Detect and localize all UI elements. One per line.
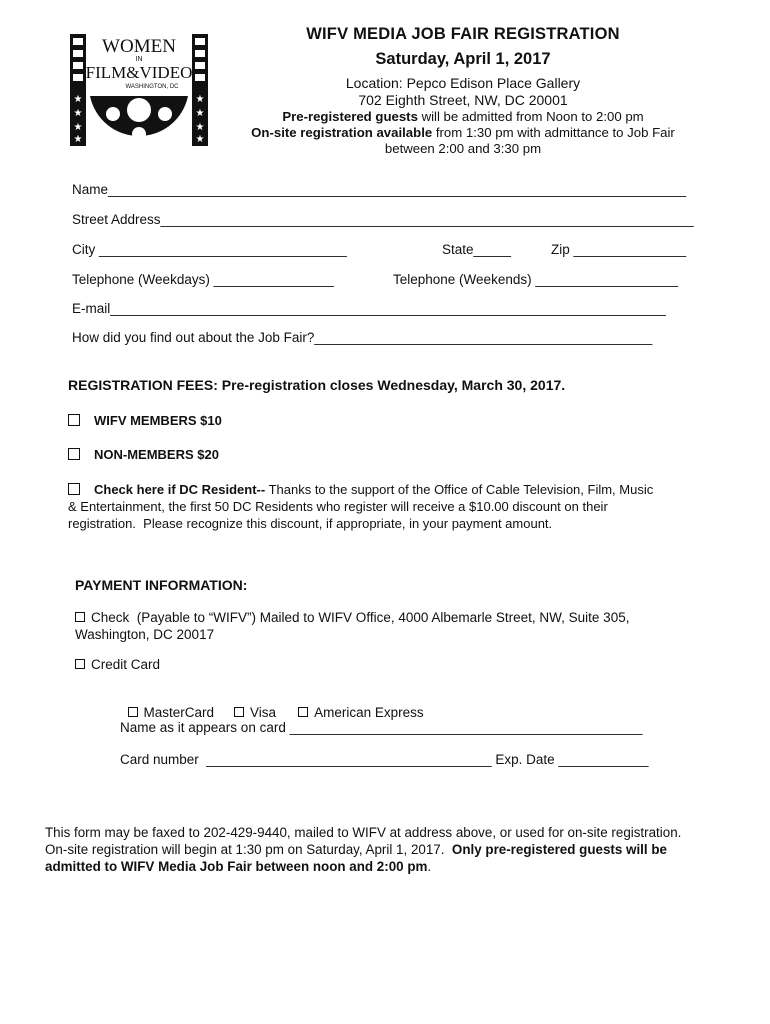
registration-fees-heading: REGISTRATION FEES: Pre-registration closes Wednesday, March 30, 2017. [68, 377, 566, 393]
form-header [228, 25, 698, 156]
email-field[interactable]: E-mail__________________________________________________________________________ [72, 301, 666, 316]
city-field[interactable]: City _________________________________ [72, 242, 347, 257]
telephone-weekdays-field[interactable]: Telephone (Weekdays) ________________ [72, 272, 334, 287]
payment-heading: PAYMENT INFORMATION: [75, 577, 248, 593]
checkbox-icon[interactable] [68, 448, 80, 460]
film-reel-logo-graphic [68, 30, 218, 158]
dc-resident-option[interactable]: Check here if DC Resident-- Thanks to the support of the Office of Cable Television, Film, Music & Entertainment, the first 50 DC Residents who register will receive a $10.00 discount on their registration. Please recognize this discount, if appropriate, in your payment amount. [68, 481, 728, 532]
svg-text:★: ★ [73, 94, 83, 105]
checkbox-icon[interactable] [75, 612, 85, 622]
state-field[interactable]: State_____ [442, 242, 512, 257]
non-members-option[interactable]: NON-MEMBERS $20 [68, 447, 219, 462]
how-found-field[interactable]: How did you find out about the Job Fair?_____________________________________________ [72, 330, 653, 345]
wifv-logo [68, 30, 218, 158]
checkbox-icon[interactable] [234, 707, 244, 717]
street-address-field[interactable]: Street Address_______________________________________________________________________ [72, 212, 694, 227]
zip-field[interactable]: Zip _______________ [551, 242, 687, 257]
name-on-card-field[interactable]: Name as it appears on card _______________________________________________ [120, 720, 643, 735]
logo-film-video: FILM&VIDEO [85, 63, 193, 82]
event-date: Saturday, April 1, 2017 [375, 50, 551, 68]
members-option[interactable]: WIFV MEMBERS $10 [68, 413, 222, 428]
onsite-note-line2: between 2:00 and 3:30 pm [384, 141, 542, 156]
svg-text:★: ★ [73, 134, 83, 145]
amex-option[interactable]: American Express [298, 705, 424, 720]
onsite-note: On-site registration available from 1:30 pm with admittance to Job Fair [251, 125, 675, 140]
credit-card-option[interactable]: Credit Card [75, 657, 160, 672]
dc-resident-text-2: & Entertainment, the first 50 DC Residents who register will receive a $10.00 discount on their [68, 499, 608, 514]
svg-text:★: ★ [73, 108, 83, 119]
svg-text:★: ★ [73, 122, 83, 133]
footer-note: This form may be faxed to 202-429-9440, mailed to WIFV at address above, or used for on-site registration. On-site registration will begin at 1:30 pm on Saturday, April 1, 2017. Only pre-registered guests will be admitted to WIFV Media Job Fair between noon and 2:00 pm. [45, 825, 682, 874]
event-address: 702 Eighth Street, NW, DC 20001 [358, 92, 568, 108]
svg-text:★: ★ [195, 122, 205, 133]
card-type-options [120, 690, 424, 720]
checkbox-icon[interactable] [75, 659, 85, 669]
event-location: Location: Pepco Edison Place Gallery [345, 75, 581, 91]
logo-women: WOMEN [102, 36, 176, 57]
svg-text:★: ★ [195, 94, 205, 105]
checkbox-icon[interactable] [68, 483, 80, 495]
svg-text:★: ★ [195, 108, 205, 119]
checkbox-icon[interactable] [68, 414, 80, 426]
prereg-note: Pre-registered guests will be admitted from Noon to 2:00 pm [282, 109, 644, 124]
logo-washington: WASHINGTON, DC [125, 84, 179, 90]
name-field[interactable]: Name_____________________________________________________________________________ [72, 182, 687, 197]
checkbox-icon[interactable] [298, 707, 308, 717]
check-option[interactable]: Check (Payable to “WIFV”) Mailed to WIFV Office, 4000 Albemarle Street, NW, Suite 305, Washington, DC 20017 [75, 610, 630, 642]
logo-in: IN [135, 56, 143, 63]
checkbox-icon[interactable] [128, 707, 138, 717]
telephone-weekends-field[interactable]: Telephone (Weekends) ___________________ [393, 272, 678, 287]
form-title: WIFV MEDIA JOB FAIR REGISTRATION [306, 25, 620, 43]
visa-option[interactable]: Visa [234, 705, 276, 720]
dc-resident-text-3: registration. Please recognize this discount, if appropriate, in your payment amount. [68, 516, 553, 531]
mastercard-option[interactable]: MasterCard [128, 705, 215, 720]
card-number-field[interactable]: Card number ______________________________________ Exp. Date ____________ [120, 752, 649, 767]
svg-text:★: ★ [195, 134, 205, 145]
